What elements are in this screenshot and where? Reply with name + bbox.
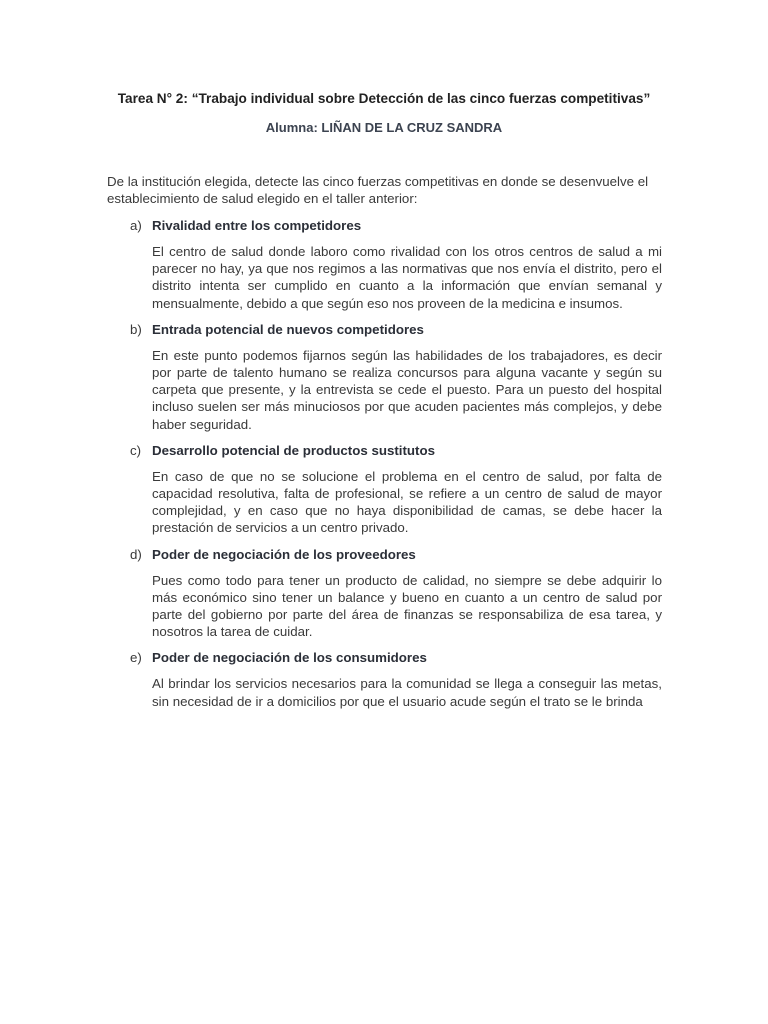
section-heading — [0, 442, 768, 460]
section-title: Rivalidad entre los competidores — [152, 218, 362, 233]
title-prefix: Tarea N° 2: — [117, 91, 188, 106]
section-body: En este punto podemos fijarnos según las habilidades de los trabajadores, es decir por parte de talento humano se realiza concursos para alguna vacante y según su carpeta que presente, y la entrevista se cede el puesto. Para un puesto del hospital incluso suelen ser más minuciosos por que acuden pacientes más complejos, y debe haber seguridad. — [152, 347, 662, 432]
title-main: “Trabajo individual sobre Detección de las cinco fuerzas competitivas” — [191, 91, 651, 106]
section-suppliers — [0, 546, 768, 641]
section-title: Entrada potencial de nuevos competidores — [152, 321, 424, 337]
section-body: Pues como todo para tener un producto de calidad, no siempre se debe adquirir lo más económico sino tener un balance y bueno en cuanto a un centro de salud por parte del gobierno por parte del área de finanzas se responsabiliza de esa tarea, y nosotros la tarea de cuidar. — [152, 572, 662, 640]
section-heading — [0, 546, 768, 564]
section-letter: e) — [130, 650, 142, 666]
section-substitutes — [0, 442, 768, 537]
section-new-entrants — [0, 321, 768, 433]
section-body: Al brindar los servicios necesarios para la comunidad se llega a conseguir las metas, sin necesidad de ir a domicilios por que el usuario acude según el trato se le brinda — [152, 676, 662, 709]
sections-list — [0, 217, 768, 719]
section-heading — [0, 217, 768, 235]
section-heading — [0, 321, 768, 339]
section-letter: d) — [130, 546, 142, 562]
section-letter: a) — [130, 218, 142, 233]
section-title: Desarrollo potencial de productos sustitutos — [152, 442, 435, 458]
student-label: Alumna: — [265, 120, 318, 135]
student-name: LIÑAN DE LA CRUZ SANDRA — [321, 120, 503, 135]
section-rivalry — [0, 217, 768, 312]
document-title — [0, 91, 768, 106]
section-consumers — [0, 649, 768, 709]
section-letter: c) — [130, 442, 142, 458]
intro-paragraph: De la institución elegida, detecte las cinco fuerzas competitivas en donde se desenvuelve el establecimiento de salud elegido en el taller anterior: — [107, 174, 649, 206]
section-title: Poder de negociación de los proveedores — [152, 546, 416, 562]
section-body: En caso de que no se solucione el problema en el centro de salud, por falta de capacidad resolutiva, falta de profesional, se refiere a un centro de salud de mayor complejidad, y en caso que no haya disponibilidad de camas, se debe hacer la prestación de servicios a un centro privado. — [152, 468, 662, 536]
section-letter: b) — [130, 321, 142, 337]
section-body: El centro de salud donde laboro como rivalidad con los otros centros de salud a mi parecer no hay, ya que nos regimos a las normativas que nos envía el distrito, pero el distrito intenta ser cumplido en cuanto a la información que envían semanal y mensualmente, debido a que según eso nos proveen de la medicina e insumos. — [152, 244, 662, 311]
section-title: Poder de negociación de los consumidores — [152, 650, 427, 666]
section-heading — [0, 649, 768, 667]
student-line — [0, 120, 768, 135]
